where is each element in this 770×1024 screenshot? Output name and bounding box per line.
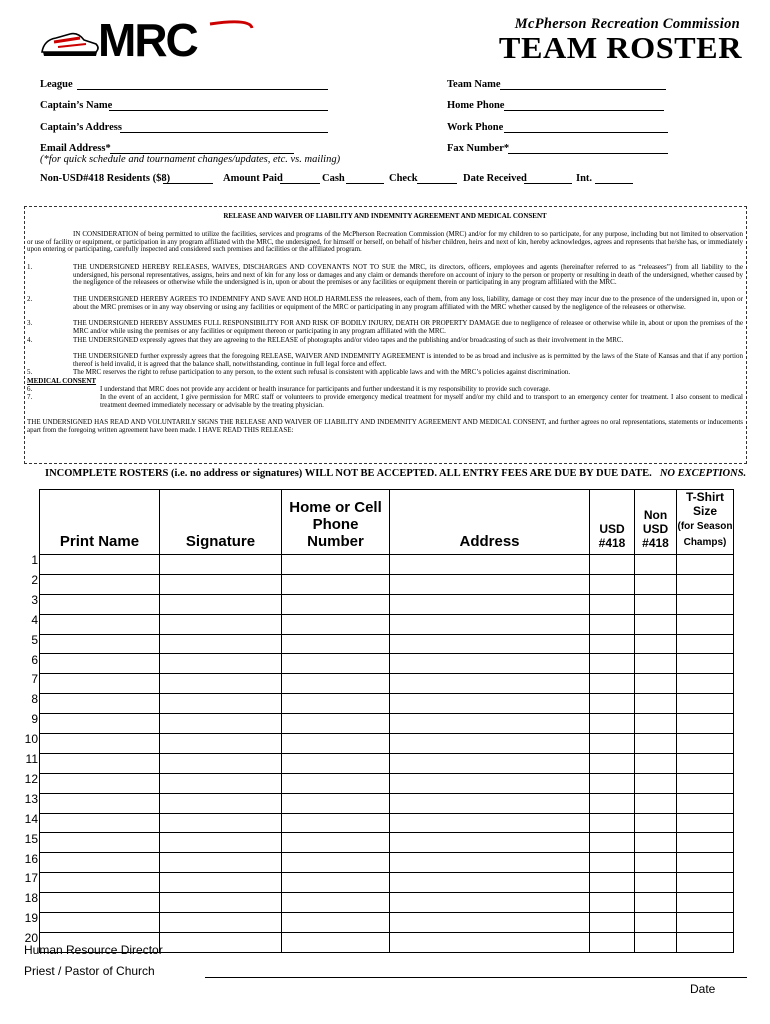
cell-usd[interactable] bbox=[590, 932, 635, 952]
cell-address[interactable] bbox=[390, 773, 590, 793]
cell-print-name[interactable] bbox=[40, 793, 160, 813]
waiver-item-text: THE UNDERSIGNED expressly agrees that they are agreeing to the RELEASE of photographs and/or video tapes and the publishing and/or broadcasting of such as their involvement in the MRC. bbox=[73, 336, 624, 344]
table-row bbox=[40, 793, 734, 813]
table-row bbox=[40, 773, 734, 793]
email-note: (*for quick schedule and tournament changes/updates, etc. vs. mailing) bbox=[40, 154, 341, 165]
col-phone: Home or Cell Phone Number bbox=[282, 490, 390, 555]
cell-usd[interactable] bbox=[590, 694, 635, 714]
cell-tshirt[interactable] bbox=[677, 833, 734, 853]
cell-phone[interactable] bbox=[282, 674, 390, 694]
cell-signature[interactable] bbox=[160, 555, 282, 575]
waiver-item-text: The MRC reserves the right to refuse participation to any person, to the extent such refusal is consistent with applicable laws and with the MRC’s policies against discrimination. bbox=[73, 368, 571, 376]
cell-tshirt[interactable] bbox=[677, 634, 734, 654]
cell-print-name[interactable] bbox=[40, 833, 160, 853]
cell-usd[interactable] bbox=[590, 614, 635, 634]
cell-phone[interactable] bbox=[282, 932, 390, 952]
cell-print-name[interactable] bbox=[40, 574, 160, 594]
table-row bbox=[40, 574, 734, 594]
cell-tshirt[interactable] bbox=[677, 793, 734, 813]
waiver-item-number: 6. bbox=[27, 385, 33, 393]
priest-label: Priest / Pastor of Church bbox=[24, 964, 155, 978]
table-row bbox=[40, 674, 734, 694]
cell-signature[interactable] bbox=[160, 674, 282, 694]
email-label: Email Address* bbox=[40, 143, 111, 154]
cell-address[interactable] bbox=[390, 893, 590, 913]
cell-tshirt[interactable] bbox=[677, 555, 734, 575]
email-field[interactable] bbox=[110, 144, 294, 154]
cell-address[interactable] bbox=[390, 813, 590, 833]
cell-print-name[interactable] bbox=[40, 753, 160, 773]
waiver-item-number: 7. bbox=[27, 393, 33, 401]
cell-non-usd[interactable] bbox=[635, 773, 677, 793]
cell-address[interactable] bbox=[390, 734, 590, 754]
cell-signature[interactable] bbox=[160, 893, 282, 913]
cell-phone[interactable] bbox=[282, 594, 390, 614]
cell-usd[interactable] bbox=[590, 913, 635, 933]
waiver-item-number: 5. bbox=[27, 368, 33, 376]
cell-print-name[interactable] bbox=[40, 734, 160, 754]
cell-tshirt[interactable] bbox=[677, 594, 734, 614]
table-row bbox=[40, 833, 734, 853]
cell-non-usd[interactable] bbox=[635, 694, 677, 714]
cell-non-usd[interactable] bbox=[635, 753, 677, 773]
page-title: TEAM ROSTER bbox=[498, 30, 742, 65]
row-number: 19 bbox=[24, 911, 38, 926]
cell-phone[interactable] bbox=[282, 873, 390, 893]
cell-tshirt[interactable] bbox=[677, 753, 734, 773]
waiver-item-text: THE UNDERSIGNED HEREBY ASSUMES FULL RESPONSIBILITY FOR AND RISK OF BODILY INJURY, DEATH OR PROPERTY DAMAGE due to negligence of releasee or otherwise while in, about or upon the premises of the MRC and/or while using the premises or any facilities or equipment thereon or participating in any program affiliated with the MRC. bbox=[73, 319, 743, 335]
cell-signature[interactable] bbox=[160, 773, 282, 793]
waiver-further: THE UNDERSIGNED further expressly agrees that the foregoing RELEASE, WAIVER AND INDEMNITY AGREEMENT is intended to be as broad and inclusive as is permitted by the laws of the State of Kansas and that if any portion thereof is held invalid, it is agreed that the balance shall, notwithstanding, continue in full legal force and effect. bbox=[73, 352, 743, 368]
cell-address[interactable] bbox=[390, 793, 590, 813]
entry-notice-text: INCOMPLETE ROSTERS (i.e. no address or signatures) WILL NOT BE ACCEPTED. ALL ENTRY FEES ARE DUE BY DUE DATE. bbox=[45, 468, 652, 479]
league-field[interactable] bbox=[77, 80, 328, 90]
waiver-intro: IN CONSIDERATION of being permitted to utilize the facilities, services and programs of the McPherson Recreation Commission (MRC) and/or for my children to so participate, for any purpose, including but not limited to observation or use of facility or equipment, or participation in any program affiliated with the MRC, the undersigned, for himself or herself, on behalf of his/her children, heirs and next of kin, hereby acknowledges, agrees and represents that he/she has, or immediately upon entering or participating, carefully inspected and considered such premises and facilities or the affiliated program. bbox=[27, 230, 743, 254]
table-row bbox=[40, 893, 734, 913]
cell-signature[interactable] bbox=[160, 714, 282, 734]
cell-signature[interactable] bbox=[160, 833, 282, 853]
waiver-item-text: THE UNDERSIGNED HEREBY RELEASES, WAIVES, DISCHARGES AND COVENANTS NOT TO SUE the MRC, its directors, officers, employees and agents (hereinafter referred to as “releasees”) from all liability to the undersigned, his personal representatives, assigns, heirs and next of kin for any loss or damages and any claim or demands therefore on account of injury to the person or property or resulting in death of the undersigned, whether caused by the negligence of the releasees or otherwise while the undersigned is in, upon or about the premises or any facilities or equipment therein or participating in any program affiliated with the MRC. bbox=[73, 263, 743, 287]
table-row bbox=[40, 594, 734, 614]
cell-phone[interactable] bbox=[282, 853, 390, 873]
cell-signature[interactable] bbox=[160, 913, 282, 933]
cell-phone[interactable] bbox=[282, 793, 390, 813]
row-number: 17 bbox=[24, 871, 38, 886]
col-tshirt: T-Shirt Size (for Season Champs) bbox=[677, 490, 734, 555]
mrc-logo bbox=[40, 14, 255, 62]
cell-print-name[interactable] bbox=[40, 773, 160, 793]
cell-phone[interactable] bbox=[282, 634, 390, 654]
cell-signature[interactable] bbox=[160, 594, 282, 614]
table-row bbox=[40, 913, 734, 933]
table-row bbox=[40, 694, 734, 714]
row-number: 14 bbox=[24, 811, 38, 826]
cell-non-usd[interactable] bbox=[635, 574, 677, 594]
fax-field[interactable] bbox=[508, 144, 668, 154]
cell-address[interactable] bbox=[390, 574, 590, 594]
cell-signature[interactable] bbox=[160, 614, 282, 634]
captain-name-label: Captain’s Name bbox=[40, 100, 113, 111]
cell-usd[interactable] bbox=[590, 634, 635, 654]
non-usd-label: Non-USD#418 Residents ($8) bbox=[40, 173, 171, 184]
cell-address[interactable] bbox=[390, 674, 590, 694]
sneaker-icon bbox=[42, 34, 98, 56]
waiver-item-number: 3. bbox=[27, 319, 33, 327]
waiver-item-text: THE UNDERSIGNED HEREBY AGREES TO INDEMNIFY AND SAVE AND HOLD HARMLESS the releasees, each of them, from any loss, liability, damage or cost they may incur due to the presence of the undersigned in, upon or about the MRC premises or in any way observing or using any facilities or equipment of the MRC or participating in any program affiliated with the MRC whether caused by the negligence of the releasees or otherwise. bbox=[73, 295, 743, 311]
row-number: 5 bbox=[31, 632, 38, 647]
cell-signature[interactable] bbox=[160, 853, 282, 873]
waiver-title: RELEASE AND WAIVER OF LIABILITY AND INDEMNITY AGREEMENT AND MEDICAL CONSENT bbox=[223, 212, 547, 220]
roster-table bbox=[39, 489, 734, 953]
cash-label: Cash bbox=[322, 173, 345, 184]
row-number: 20 bbox=[24, 931, 38, 946]
cell-phone[interactable] bbox=[282, 813, 390, 833]
table-row bbox=[40, 634, 734, 654]
cell-address[interactable] bbox=[390, 654, 590, 674]
table-row bbox=[40, 753, 734, 773]
cell-address[interactable] bbox=[390, 614, 590, 634]
cell-print-name[interactable] bbox=[40, 873, 160, 893]
date-label: Date bbox=[690, 982, 716, 996]
table-row bbox=[40, 734, 734, 754]
cell-non-usd[interactable] bbox=[635, 932, 677, 952]
cell-signature[interactable] bbox=[160, 574, 282, 594]
cell-signature[interactable] bbox=[160, 793, 282, 813]
cell-usd[interactable] bbox=[590, 853, 635, 873]
cell-address[interactable] bbox=[390, 634, 590, 654]
cell-signature[interactable] bbox=[160, 694, 282, 714]
row-number: 3 bbox=[31, 592, 38, 607]
cell-address[interactable] bbox=[390, 913, 590, 933]
row-number: 15 bbox=[24, 831, 38, 846]
row-number: 7 bbox=[31, 672, 38, 687]
cell-tshirt[interactable] bbox=[677, 853, 734, 873]
waiver-item-number: 1. bbox=[27, 263, 33, 271]
captain-address-field[interactable] bbox=[120, 123, 328, 133]
initials-field[interactable] bbox=[595, 174, 633, 184]
col-address: Address bbox=[390, 490, 590, 555]
cell-address[interactable] bbox=[390, 694, 590, 714]
cell-phone[interactable] bbox=[282, 694, 390, 714]
cell-tshirt[interactable] bbox=[677, 773, 734, 793]
cell-address[interactable] bbox=[390, 555, 590, 575]
cell-print-name[interactable] bbox=[40, 853, 160, 873]
cell-print-name[interactable] bbox=[40, 594, 160, 614]
cell-non-usd[interactable] bbox=[635, 674, 677, 694]
cell-print-name[interactable] bbox=[40, 634, 160, 654]
cell-usd[interactable] bbox=[590, 574, 635, 594]
cell-print-name[interactable] bbox=[40, 893, 160, 913]
date-received-field[interactable] bbox=[524, 174, 572, 184]
cell-usd[interactable] bbox=[590, 813, 635, 833]
check-field[interactable] bbox=[417, 174, 457, 184]
cell-usd[interactable] bbox=[590, 594, 635, 614]
waiver-item-number: 2. bbox=[27, 295, 33, 303]
date-received-label: Date Received bbox=[463, 173, 527, 184]
cell-non-usd[interactable] bbox=[635, 793, 677, 813]
cell-phone[interactable] bbox=[282, 753, 390, 773]
cell-signature[interactable] bbox=[160, 734, 282, 754]
row-number: 1 bbox=[31, 553, 38, 567]
row-number: 8 bbox=[31, 692, 38, 707]
cell-tshirt[interactable] bbox=[677, 574, 734, 594]
cell-non-usd[interactable] bbox=[635, 555, 677, 575]
cell-tshirt[interactable] bbox=[677, 614, 734, 634]
row-number: 16 bbox=[24, 851, 38, 866]
table-row bbox=[40, 555, 734, 575]
cell-phone[interactable] bbox=[282, 714, 390, 734]
row-number: 12 bbox=[24, 771, 38, 786]
row-number: 9 bbox=[31, 712, 38, 727]
cell-tshirt[interactable] bbox=[677, 932, 734, 952]
cell-non-usd[interactable] bbox=[635, 893, 677, 913]
cell-usd[interactable] bbox=[590, 833, 635, 853]
cell-non-usd[interactable] bbox=[635, 913, 677, 933]
cell-address[interactable] bbox=[390, 833, 590, 853]
cell-address[interactable] bbox=[390, 753, 590, 773]
row-number: 6 bbox=[31, 652, 38, 667]
cell-phone[interactable] bbox=[282, 555, 390, 575]
table-row bbox=[40, 813, 734, 833]
col-print-name: Print Name bbox=[40, 490, 160, 555]
cell-tshirt[interactable] bbox=[677, 654, 734, 674]
home-phone-label: Home Phone bbox=[447, 100, 505, 111]
table-row bbox=[40, 873, 734, 893]
work-phone-label: Work Phone bbox=[447, 122, 504, 133]
row-number: 11 bbox=[25, 752, 38, 766]
table-row bbox=[40, 614, 734, 634]
cell-phone[interactable] bbox=[282, 893, 390, 913]
signature-line[interactable] bbox=[205, 977, 747, 978]
cell-usd[interactable] bbox=[590, 714, 635, 734]
row-number: 10 bbox=[24, 732, 38, 747]
organization-name: McPherson Recreation Commission bbox=[514, 16, 740, 32]
cell-non-usd[interactable] bbox=[635, 813, 677, 833]
cell-tshirt[interactable] bbox=[677, 734, 734, 754]
cell-print-name[interactable] bbox=[40, 555, 160, 575]
cell-phone[interactable] bbox=[282, 614, 390, 634]
hr-director-label: Human Resource Director bbox=[24, 943, 163, 957]
cell-usd[interactable] bbox=[590, 555, 635, 575]
cell-signature[interactable] bbox=[160, 654, 282, 674]
cell-usd[interactable] bbox=[590, 674, 635, 694]
col-non-usd: Non USD #418 bbox=[635, 490, 677, 555]
amount-paid-field[interactable] bbox=[280, 174, 320, 184]
cell-tshirt[interactable] bbox=[677, 913, 734, 933]
medical-consent-heading: MEDICAL CONSENT bbox=[27, 377, 97, 385]
cell-signature[interactable] bbox=[160, 753, 282, 773]
col-signature: Signature bbox=[160, 490, 282, 555]
cell-non-usd[interactable] bbox=[635, 734, 677, 754]
cell-non-usd[interactable] bbox=[635, 853, 677, 873]
cell-usd[interactable] bbox=[590, 654, 635, 674]
league-label: League bbox=[40, 79, 73, 90]
cell-print-name[interactable] bbox=[40, 614, 160, 634]
captain-name-field[interactable] bbox=[109, 101, 328, 111]
check-label: Check bbox=[389, 173, 418, 184]
cell-non-usd[interactable] bbox=[635, 594, 677, 614]
col-usd: USD #418 bbox=[590, 490, 635, 555]
fax-label: Fax Number* bbox=[447, 143, 510, 154]
cell-phone[interactable] bbox=[282, 773, 390, 793]
cell-non-usd[interactable] bbox=[635, 873, 677, 893]
row-number: 18 bbox=[24, 891, 38, 906]
logo-text: MRC bbox=[98, 14, 197, 62]
cell-tshirt[interactable] bbox=[677, 813, 734, 833]
cell-usd[interactable] bbox=[590, 734, 635, 754]
row-number: 13 bbox=[24, 791, 38, 806]
cell-non-usd[interactable] bbox=[635, 614, 677, 634]
cell-non-usd[interactable] bbox=[635, 833, 677, 853]
cell-tshirt[interactable] bbox=[677, 893, 734, 913]
entry-notice bbox=[45, 468, 746, 479]
cell-signature[interactable] bbox=[160, 932, 282, 952]
cell-address[interactable] bbox=[390, 873, 590, 893]
cell-non-usd[interactable] bbox=[635, 714, 677, 734]
cell-phone[interactable] bbox=[282, 913, 390, 933]
cell-phone[interactable] bbox=[282, 734, 390, 754]
amount-paid-label: Amount Paid bbox=[223, 173, 283, 184]
captain-address-label: Captain’s Address bbox=[40, 122, 122, 133]
team-name-label: Team Name bbox=[447, 79, 501, 90]
cash-field[interactable] bbox=[346, 174, 384, 184]
cell-address[interactable] bbox=[390, 932, 590, 952]
home-phone-field[interactable] bbox=[504, 101, 664, 111]
cell-address[interactable] bbox=[390, 594, 590, 614]
cell-usd[interactable] bbox=[590, 793, 635, 813]
cell-signature[interactable] bbox=[160, 873, 282, 893]
cell-usd[interactable] bbox=[590, 873, 635, 893]
cell-tshirt[interactable] bbox=[677, 873, 734, 893]
cell-usd[interactable] bbox=[590, 753, 635, 773]
cell-print-name[interactable] bbox=[40, 714, 160, 734]
waiver-item-text: In the event of an accident, I give permission for MRC staff or volunteers to provide emergency medical treatment for myself and/or my child and to transport to an emergency center for treatment. I also consent to medical treatment deemed immediately necessary or advisable by the treating physician. bbox=[100, 393, 743, 409]
table-row bbox=[40, 654, 734, 674]
cell-phone[interactable] bbox=[282, 574, 390, 594]
cell-usd[interactable] bbox=[590, 893, 635, 913]
cell-usd[interactable] bbox=[590, 773, 635, 793]
cell-address[interactable] bbox=[390, 853, 590, 873]
cell-print-name[interactable] bbox=[40, 654, 160, 674]
cell-print-name[interactable] bbox=[40, 674, 160, 694]
cell-tshirt[interactable] bbox=[677, 694, 734, 714]
non-usd-field[interactable] bbox=[163, 174, 213, 184]
team-name-field[interactable] bbox=[500, 80, 666, 90]
cell-phone[interactable] bbox=[282, 833, 390, 853]
cell-signature[interactable] bbox=[160, 634, 282, 654]
no-exceptions: NO EXCEPTIONS. bbox=[659, 468, 747, 479]
cell-print-name[interactable] bbox=[40, 913, 160, 933]
waiver-closing: THE UNDERSIGNED HAS READ AND VOLUNTARILY SIGNS THE RELEASE AND WAIVER OF LIABILITY AND INDEMNITY AGREEMENT AND MEDICAL CONSENT, and further agrees no oral representations, statements or inducements apart from the foregoing written agreement have been made. I HAVE READ THIS RELEASE: bbox=[27, 418, 743, 434]
work-phone-field[interactable] bbox=[504, 123, 668, 133]
cell-address[interactable] bbox=[390, 714, 590, 734]
cell-signature[interactable] bbox=[160, 813, 282, 833]
waiver-item-number: 4. bbox=[27, 336, 33, 344]
cell-non-usd[interactable] bbox=[635, 654, 677, 674]
cell-non-usd[interactable] bbox=[635, 634, 677, 654]
cell-tshirt[interactable] bbox=[677, 714, 734, 734]
waiver-item-text: I understand that MRC does not provide any accident or health insurance for participants and further understand it is my responsibility to provide such coverage. bbox=[100, 385, 551, 393]
row-number: 4 bbox=[31, 612, 38, 627]
table-row bbox=[40, 853, 734, 873]
cell-print-name[interactable] bbox=[40, 813, 160, 833]
cell-print-name[interactable] bbox=[40, 694, 160, 714]
table-row bbox=[40, 714, 734, 734]
cell-phone[interactable] bbox=[282, 654, 390, 674]
cell-tshirt[interactable] bbox=[677, 674, 734, 694]
row-number: 2 bbox=[31, 572, 38, 587]
initials-label: Int. bbox=[576, 173, 593, 184]
